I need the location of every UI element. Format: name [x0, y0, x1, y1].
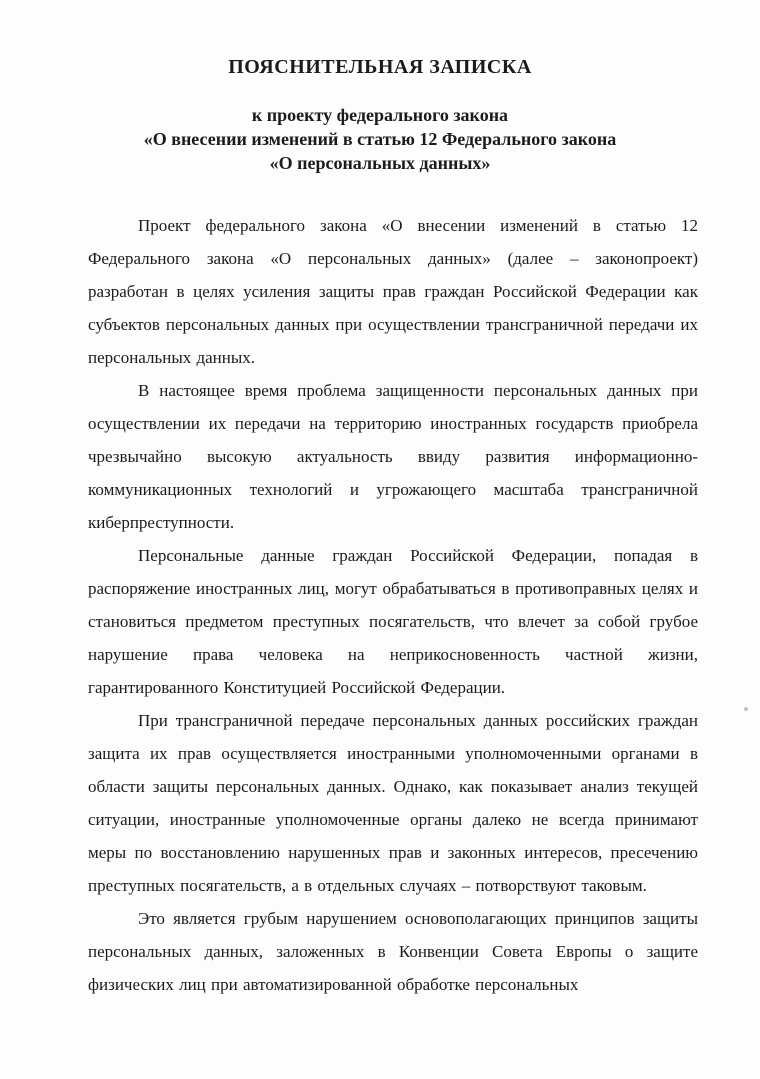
document-paragraph: Персональные данные граждан Российской Федерации, попадая в распоряжение иностранных лиц, могут обрабатываться в противоправных целях и становиться предметом преступных посягательств, что влечет за собой грубое нарушение права человека на неприкосновенность частной жизни, гарантированного Конституцией Российской Федерации.	[88, 546, 698, 697]
document-paragraph: Это является грубым нарушением основополагающих принципов защиты персональных данных, заложенных в Конвенции Совета Европы о защите физических лиц при автоматизированной обработке персональных	[88, 909, 698, 994]
document-subtitle-line: «О внесении изменений в статью 12 Федерального закона	[143, 129, 617, 149]
document-subtitle	[0, 103, 760, 175]
document-subtitle-line: к проекту федерального закона	[251, 105, 509, 125]
scan-artifact-dot	[744, 707, 748, 711]
document-paragraph: Проект федерального закона «О внесении изменений в статью 12 Федерального закона «О персональных данных» (далее – законопроект) разработан в целях усиления защиты прав граждан Российской Федерации как субъектов персональных данных при осуществлении трансграничной передачи их персональных данных.	[88, 216, 698, 367]
document-paragraph: При трансграничной передаче персональных данных российских граждан защита их прав осуществляется иностранными уполномоченными органами в области защиты персональных данных. Однако, как показывает анализ текущей ситуации, иностранные уполномоченные органы далеко не всегда принимают меры по восстановлению нарушенных прав и законных интересов, пресечению преступных посягательств, а в отдельных случаях – потворствуют таковым.	[88, 711, 698, 895]
document-title: ПОЯСНИТЕЛЬНАЯ ЗАПИСКА	[228, 56, 532, 78]
document-body	[0, 209, 760, 1001]
document-subtitle-line: «О персональных данных»	[269, 153, 491, 173]
document-paragraph: В настоящее время проблема защищенности персональных данных при осуществлении их передачи на территорию иностранных государств приобрела чрезвычайно высокую актуальность ввиду развития информационно-коммуникационных технологий и угрожающего масштаба трансграничной киберпреступности.	[88, 381, 698, 532]
